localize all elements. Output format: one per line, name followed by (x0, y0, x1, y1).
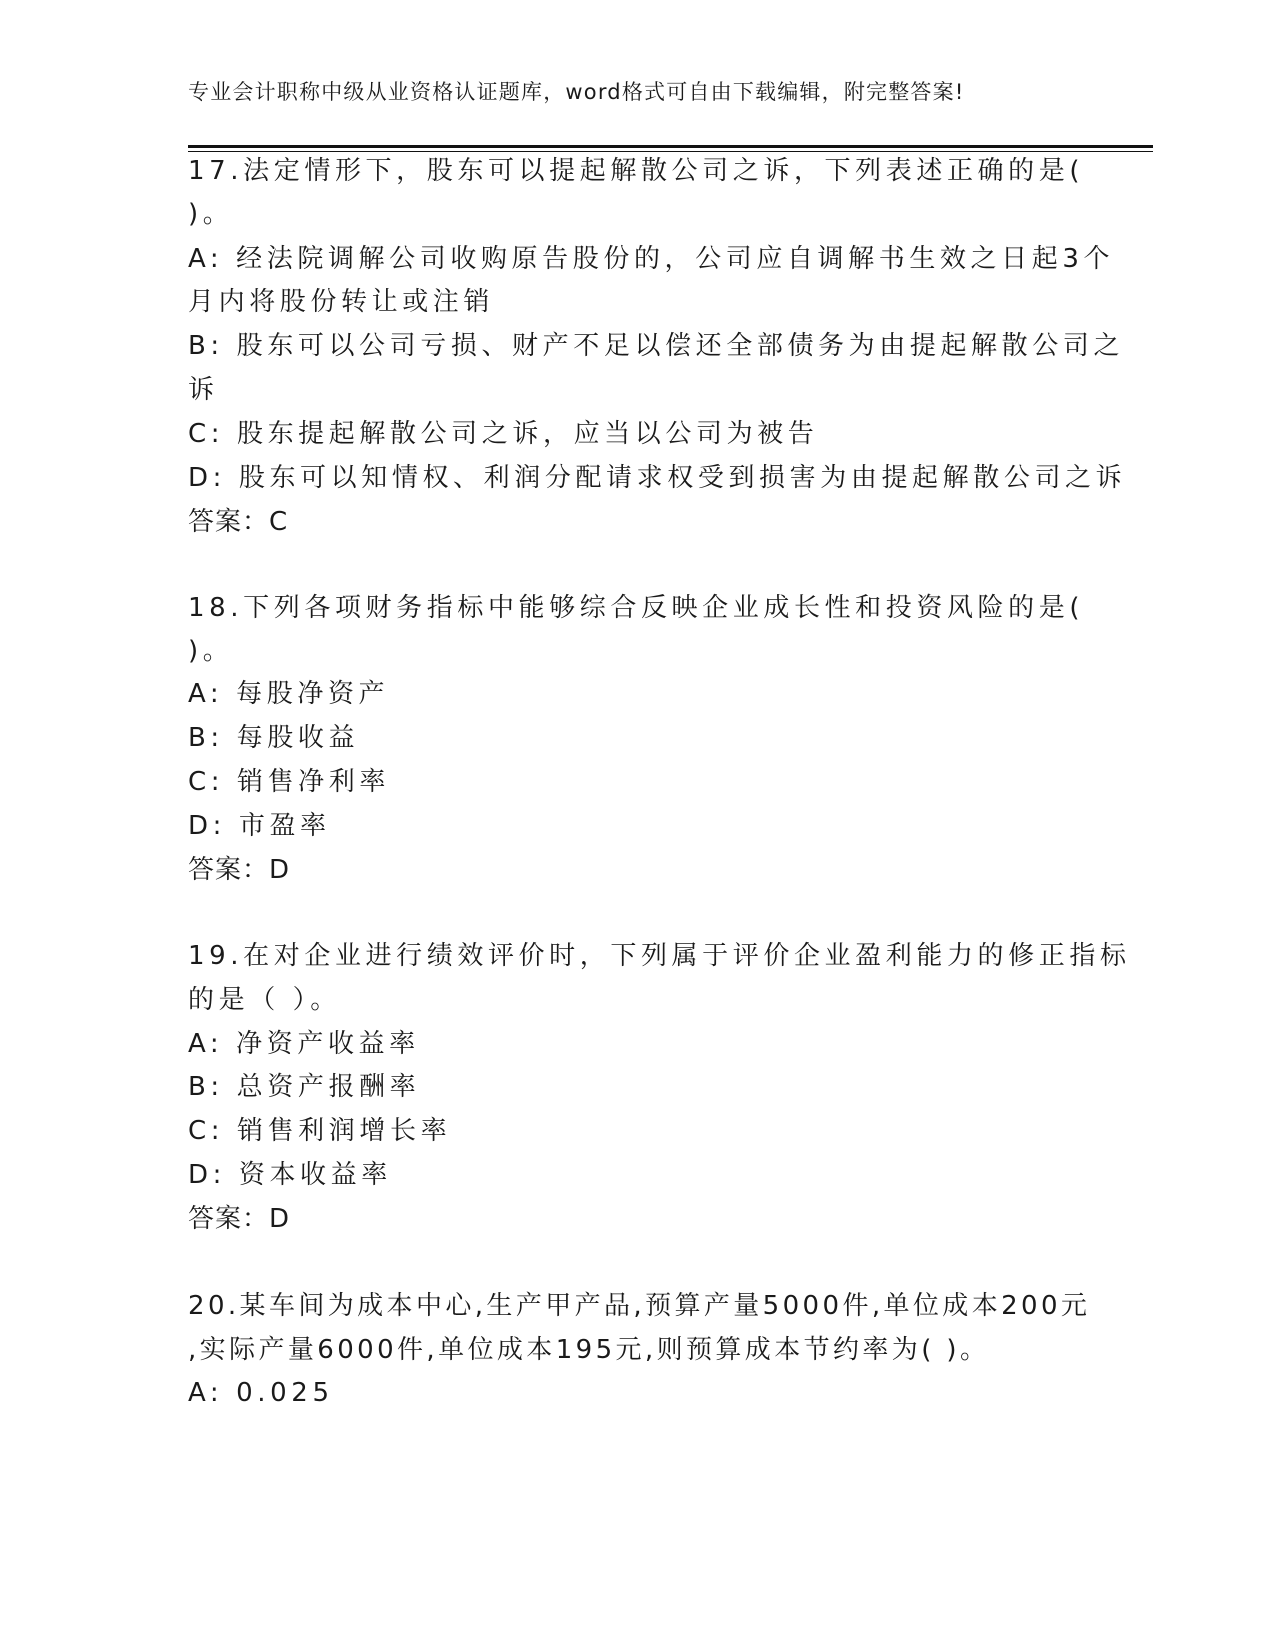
option-b: B: 股东可以公司亏损、财产不足以偿还全部债务为由提起解散公司之 (188, 331, 1125, 361)
answer: 答案：D (188, 1204, 291, 1234)
question-stem: 19.在对企业进行绩效评价时，下列属于评价企业盈利能力的修正指标 (188, 941, 1131, 971)
option-d: D: 市盈率 (188, 811, 331, 841)
option-a: A: 0.025 (188, 1378, 334, 1408)
option-d: D: 股东可以知情权、利润分配请求权受到损害为由提起解散公司之诉 (188, 463, 1127, 493)
question-stem: 17.法定情形下，股东可以提起解散公司之诉，下列表述正确的是( (188, 156, 1085, 186)
header-rule-thin (188, 151, 1153, 152)
answer: 答案：C (188, 507, 289, 537)
option-c: C: 股东提起解散公司之诉，应当以公司为被告 (188, 419, 819, 449)
option-b: B: 每股收益 (188, 723, 360, 753)
option-c: C: 销售利润增长率 (188, 1116, 452, 1146)
option-a: 月内将股份转让或注销 (188, 287, 495, 317)
question-stem: )。 (188, 636, 234, 666)
option-a: A: 净资产收益率 (188, 1029, 420, 1059)
question-stem: 20.某车间为成本中心,生产甲产品,预算产量5000件,单位成本200元 (188, 1291, 1091, 1321)
question-stem: 18.下列各项财务指标中能够综合反映企业成长性和投资风险的是( (188, 593, 1085, 623)
option-c: C: 销售净利率 (188, 767, 390, 797)
question-stem: ,实际产量6000件,单位成本195元,则预算成本节约率为( )。 (188, 1335, 990, 1365)
option-a: A: 经法院调解公司收购原告股份的，公司应自调解书生效之日起3个 (188, 244, 1115, 274)
option-a: A: 每股净资产 (188, 679, 390, 709)
option-b: B: 总资产报酬率 (188, 1072, 421, 1102)
option-b: 诉 (188, 375, 219, 405)
header-rule-thick (188, 145, 1153, 148)
option-d: D: 资本收益率 (188, 1160, 392, 1190)
header-text: 专业会计职称中级从业资格认证题库，word格式可自由下载编辑，附完整答案! (188, 80, 965, 104)
answer: 答案：D (188, 855, 291, 885)
question-stem: )。 (188, 199, 234, 229)
question-stem: 的是（ ）。 (188, 985, 341, 1015)
